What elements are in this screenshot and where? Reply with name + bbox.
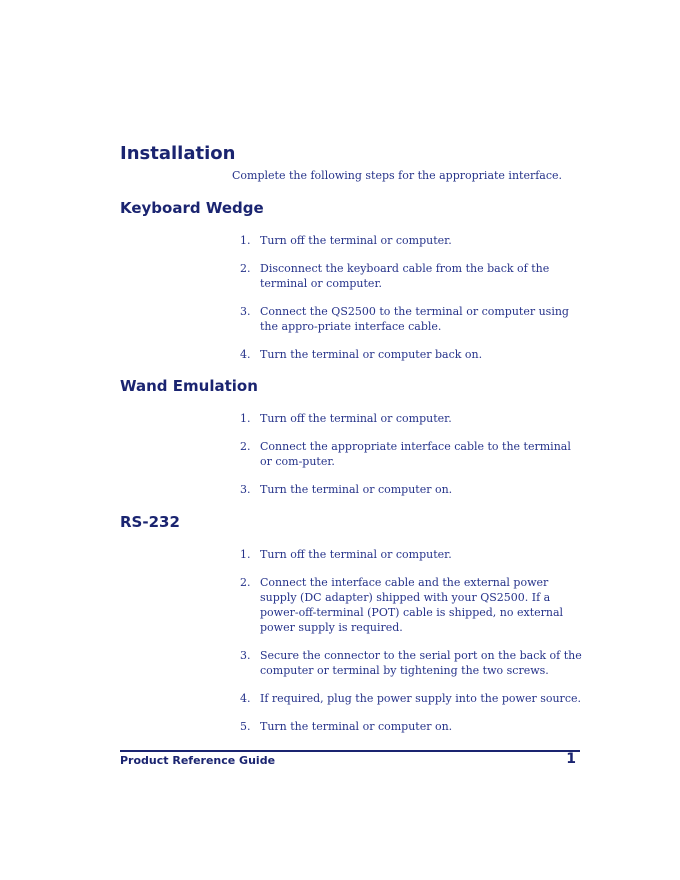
step-text: Turn the terminal or computer on. <box>260 483 453 496</box>
section-heading-keyboard-wedge: Keyboard Wedge <box>120 199 264 217</box>
list-item <box>232 411 584 426</box>
step-text: Turn the terminal or computer on. <box>260 720 453 733</box>
step-text: Secure the connector to the serial port on the back of the computer or terminal by tightening the two screws. <box>260 649 582 677</box>
page-number: 1 <box>566 751 576 767</box>
steps-list-keyboard-wedge <box>232 233 584 375</box>
list-item <box>232 347 584 362</box>
intro-text: Complete the following steps for the appropriate interface. <box>232 169 563 182</box>
list-item <box>232 439 584 469</box>
step-number: 4. <box>240 348 251 361</box>
step-text: Turn off the terminal or computer. <box>260 548 452 561</box>
step-number: 1. <box>240 412 251 425</box>
list-item <box>232 575 584 635</box>
step-text: Disconnect the keyboard cable from the back of the terminal or computer. <box>260 262 550 290</box>
list-item <box>232 482 584 497</box>
step-text: Connect the interface cable and the external power supply (DC adapter) shipped with your QS2500. If a power-off-terminal (POT) cable is shipped, no external power supply is required. <box>260 576 564 634</box>
section-heading-wand-emulation: Wand Emulation <box>120 377 258 395</box>
step-text: Turn off the terminal or computer. <box>260 412 452 425</box>
list-item <box>232 648 584 678</box>
list-item <box>232 304 584 334</box>
list-item <box>232 719 584 734</box>
section-heading-rs-232: RS-232 <box>120 513 180 531</box>
list-item <box>232 547 584 562</box>
step-number: 2. <box>240 440 251 453</box>
step-text: Turn the terminal or computer back on. <box>260 348 483 361</box>
step-number: 3. <box>240 305 251 318</box>
step-text: If required, plug the power supply into the power source. <box>260 692 581 705</box>
steps-list-rs-232 <box>232 547 584 747</box>
step-number: 1. <box>240 234 251 247</box>
step-number: 5. <box>240 720 251 733</box>
list-item <box>232 261 584 291</box>
steps-list-wand-emulation <box>232 411 584 510</box>
step-number: 2. <box>240 262 251 275</box>
page-title: Installation <box>120 143 236 164</box>
step-number: 3. <box>240 649 251 662</box>
step-number: 4. <box>240 692 251 705</box>
footer-divider <box>120 750 580 752</box>
step-number: 3. <box>240 483 251 496</box>
list-item <box>232 691 584 706</box>
list-item <box>232 233 584 248</box>
step-text: Connect the QS2500 to the terminal or computer using the appro-priate interface cable. <box>260 305 569 333</box>
step-number: 2. <box>240 576 251 589</box>
step-text: Turn off the terminal or computer. <box>260 234 452 247</box>
footer-title: Product Reference Guide <box>120 754 276 767</box>
step-text: Connect the appropriate interface cable to the terminal or com-puter. <box>260 440 571 468</box>
step-number: 1. <box>240 548 251 561</box>
